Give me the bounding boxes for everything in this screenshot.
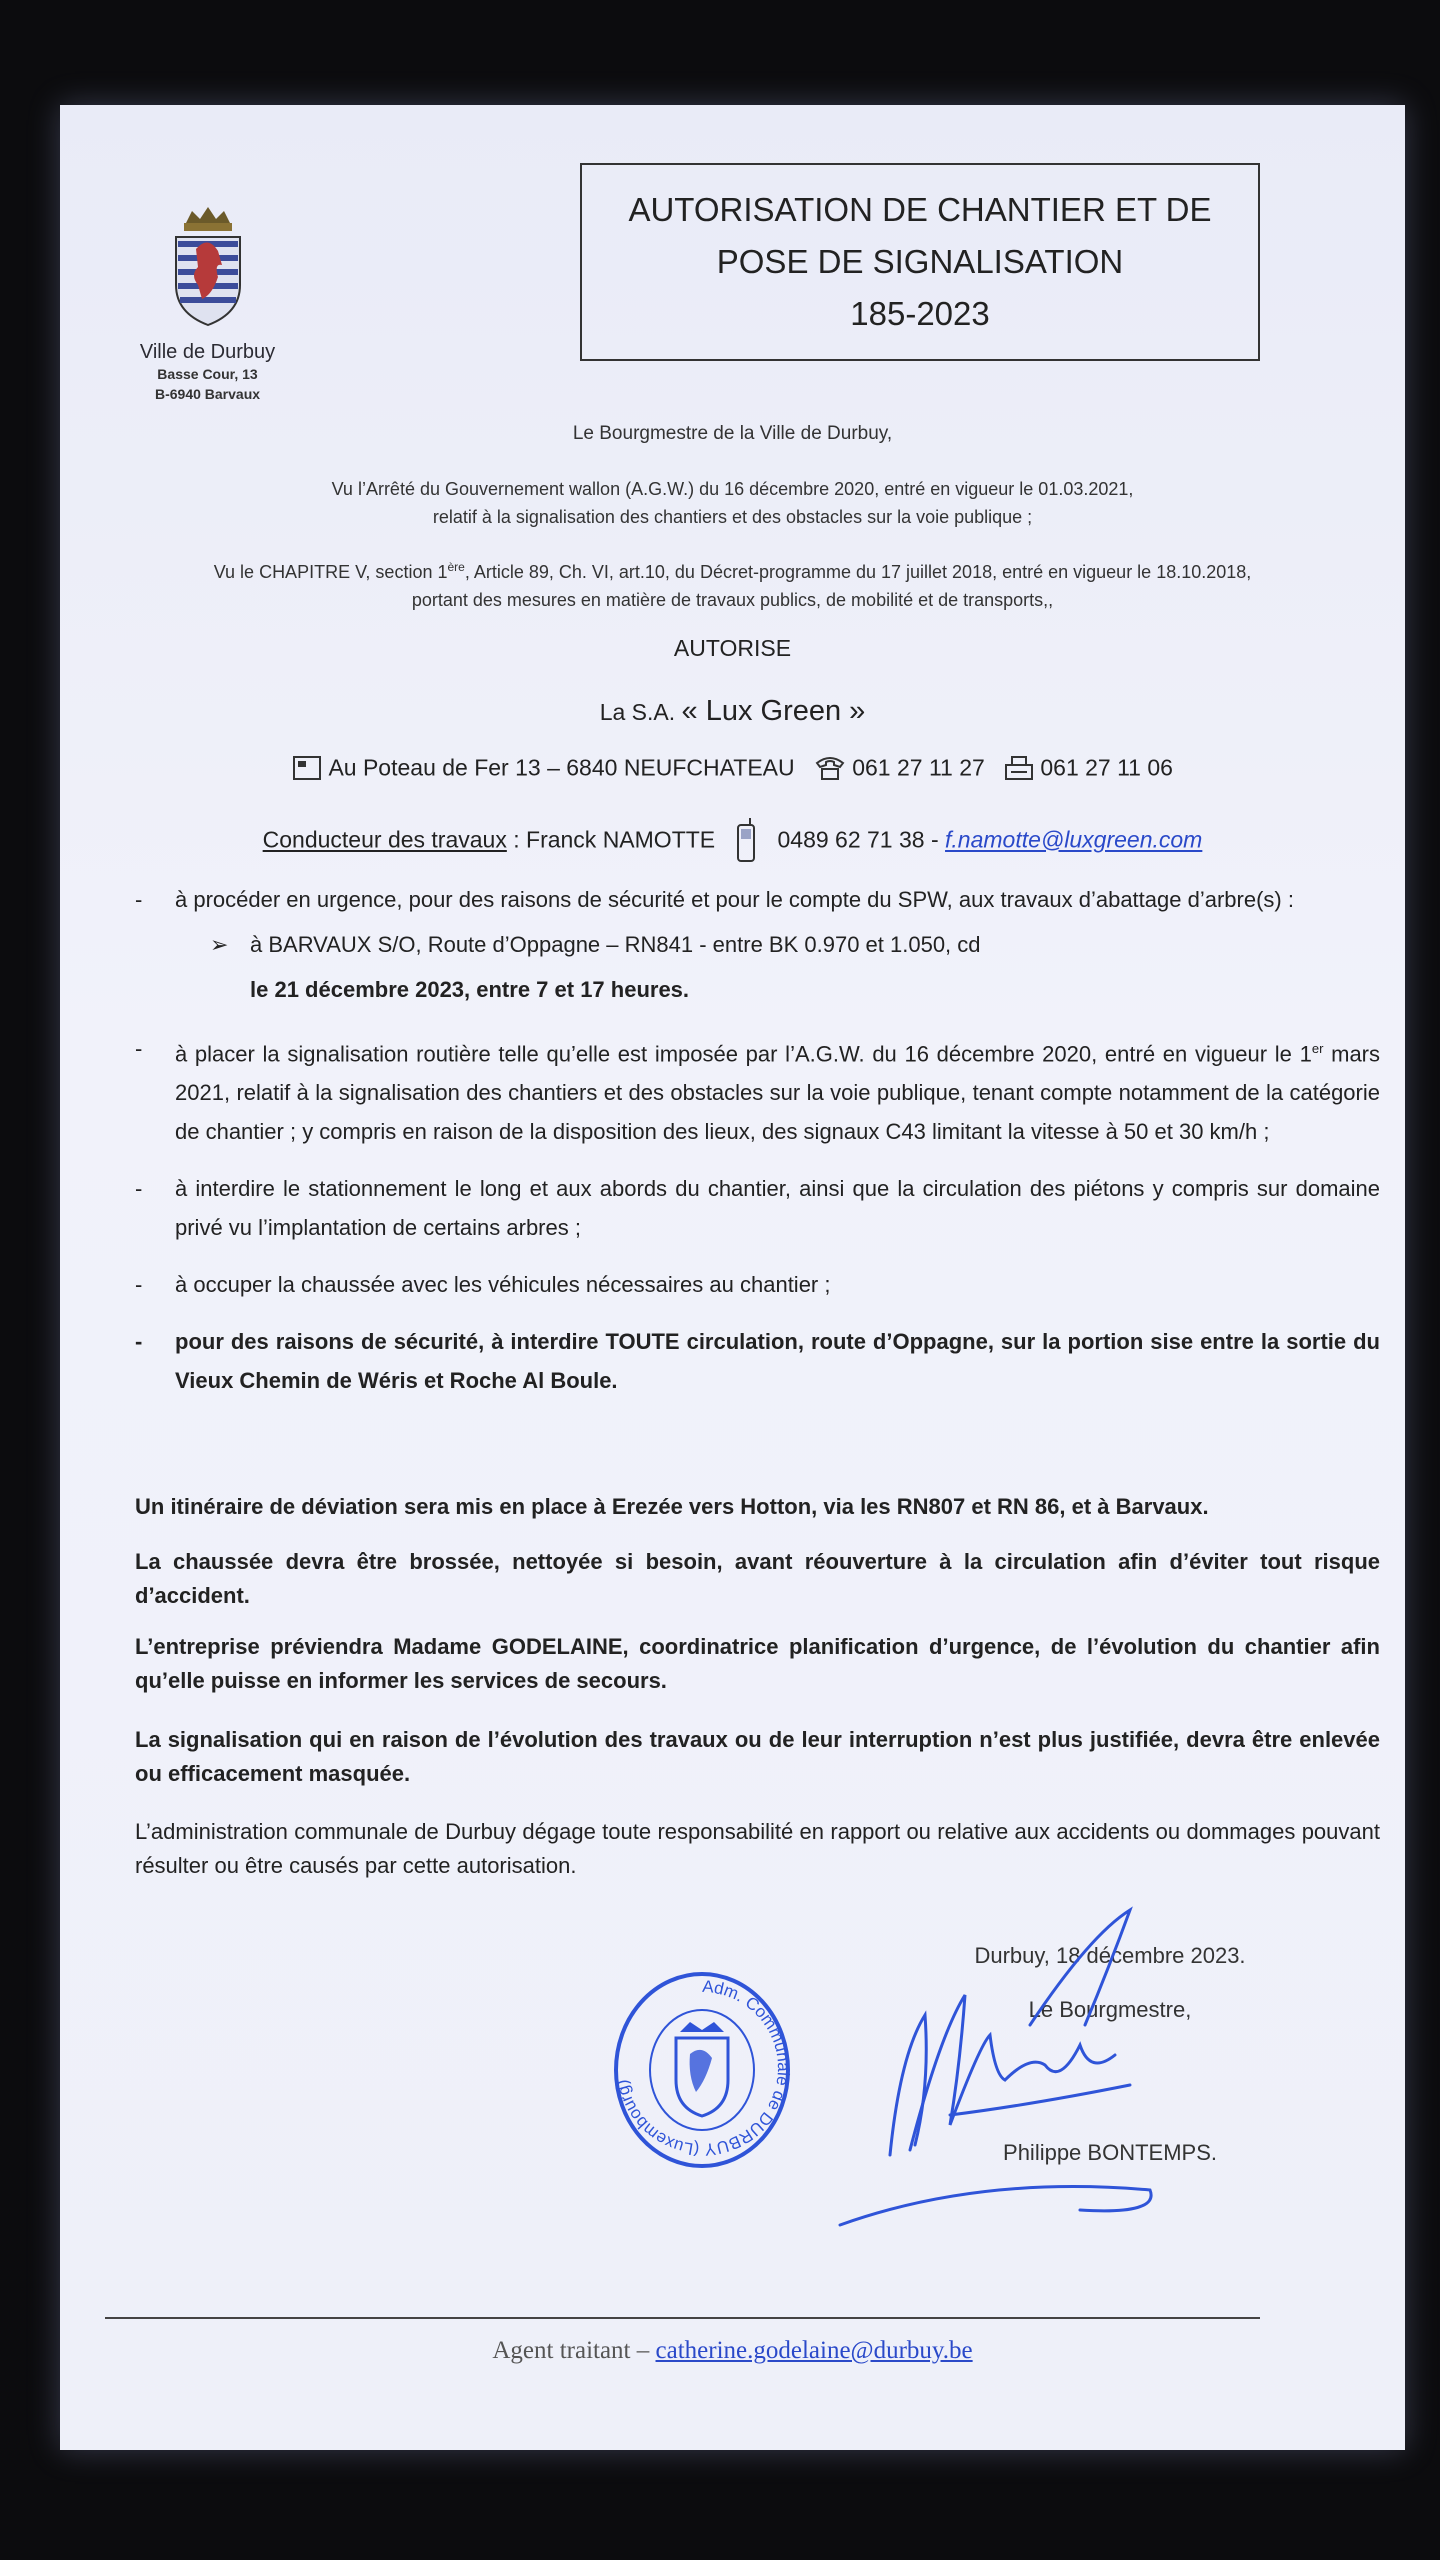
bullet-text-2-pre: à placer la signalisation routière telle qu’elle est imposée par l’A.G.W. du 16 décembre 2020, entré en vigueur le 1: [175, 1041, 1312, 1067]
conductor-label: Conducteur des travaux: [262, 826, 507, 853]
consideration-agw-line-2: relatif à la signalisation des chantiers et des obstacles sur la voie publique ;: [432, 507, 1033, 527]
decree-sup: ère: [447, 560, 465, 574]
list-item: [135, 1169, 1380, 1247]
bullet-text-4: à occuper la chaussée avec les véhicules nécessaires au chantier ;: [175, 1272, 831, 1298]
signature-name: Philippe BONTEMPS.: [1003, 2140, 1217, 2165]
conductor-row: [60, 817, 1405, 863]
consideration-agw: [60, 475, 1405, 531]
list-item: [135, 1265, 1380, 1304]
conductor-email-link[interactable]: f.namotte@luxgreen.com: [945, 826, 1203, 853]
decree-post: , Article 89, Ch. VI, art.10, du Décret-programme du 17 juillet 2018, entré en vigueur le 18.10.2018,: [464, 562, 1252, 582]
company-phone[interactable]: 061 27 11 27: [852, 754, 985, 781]
bullet-dash: -: [135, 1036, 143, 1061]
municipal-stamp: [610, 1970, 795, 2170]
work-date: le 21 décembre 2023, entre 7 et 17 heures.: [250, 977, 690, 1002]
footer-divider: [105, 2317, 1260, 2319]
signature-role: Le Bourgmestre,: [1028, 1997, 1192, 2022]
consideration-decree-line-1: [60, 553, 1405, 586]
title-number: 185-2023: [850, 295, 990, 332]
stamp-text: Adm. Communale de DURBUY (Luxembourg): [611, 1976, 794, 2160]
decree-pre: Vu le CHAPITRE V, section 1: [213, 562, 448, 582]
conductor-name: : Franck NAMOTTE: [506, 826, 716, 853]
paragraph-liability: L’administration communale de Durbuy dégage toute responsabilité en rapport ou relative aux accidents ou dommages pouvant résulter ou être causés par cette autorisation.: [135, 1819, 1380, 1878]
consideration-decree-line-2: portant des mesures en matière de travaux publics, de mobilité et de transports,,: [411, 590, 1054, 610]
coat-of-arms-icon: [168, 205, 248, 330]
list-item: [135, 1322, 1380, 1400]
phone-icon: [814, 755, 846, 781]
signature-place-date: Durbuy, 18 décembre 2023.: [974, 1943, 1246, 1968]
company-prefix: La S.A.: [599, 699, 682, 725]
intro-line: Le Bourgmestre de la Ville de Durbuy,: [572, 423, 893, 444]
bullet-text-3: à interdire le stationnement le long et aux abords du chantier, ainsi que la circulation des piétons y compris sur domaine privé vu l’implantation de certains arbres ;: [175, 1176, 1380, 1241]
footer: [60, 2337, 1405, 2365]
company-name: « Lux Green »: [681, 695, 866, 727]
company-address: Au Poteau de Fer 13 – 6840 NEUFCHATEAU: [328, 754, 795, 781]
company-line: [60, 695, 1405, 728]
list-subitem: [135, 925, 1380, 964]
title-line-1: AUTORISATION DE CHANTIER ET DE: [628, 191, 1212, 228]
paragraph-notify: L’entreprise préviendra Madame GODELAINE, coordinatrice planification d’urgence, de l’évolution du chantier afin qu’elle puisse en informer les services de secours.: [135, 1634, 1380, 1693]
title-box: [580, 163, 1260, 361]
bullet-text-2-sup: er: [1311, 1041, 1324, 1056]
bullet-text-1: à procéder en urgence, pour des raisons de sécurité et pour le compte du SPW, aux travaux d’abattage d’arbre(s) :: [175, 887, 1294, 912]
bullet-dash: -: [135, 1272, 143, 1298]
bullet-text-2-post: mars 2021, relatif à la signalisation des chantiers et des obstacles sur la voie publique, tenant compte notamment de la catégorie de chantier ; y compris en raison de la disposition des lieux, des signaux C43 limitant la vitesse à 50 et 30 km/h ;: [175, 1041, 1381, 1145]
arrow-bullet-icon: ➢: [210, 932, 229, 957]
org-city: B-6940 Barvaux: [154, 386, 261, 402]
conductor-separator: -: [924, 826, 946, 853]
document-page: [60, 105, 1405, 2450]
company-contact-row: [60, 753, 1405, 781]
footer-email-link[interactable]: catherine.godelaine@durbuy.be: [655, 2337, 973, 2364]
handwritten-signature: [830, 1905, 1230, 2235]
org-street: Basse Cour, 13: [157, 366, 258, 382]
conductor-mobile[interactable]: 0489 62 71 38: [777, 826, 925, 853]
bullet-dash: -: [135, 887, 143, 912]
consideration-decree: [60, 553, 1405, 614]
list-item: [135, 880, 1380, 919]
title-line-2: POSE DE SIGNALISATION: [716, 243, 1124, 280]
mobile-phone-icon: [734, 817, 758, 863]
list-item: [135, 1029, 1380, 1151]
paragraph-signage: La signalisation qui en raison de l’évolution des travaux ou de leur interruption n’est plus justifiée, devra être enlevée ou efficacement masquée.: [135, 1727, 1380, 1786]
footer-label: Agent traitant –: [492, 2337, 656, 2364]
paragraph-detour: Un itinéraire de déviation sera mis en place à Erezée vers Hotton, via les RN807 et RN 86, et à Barvaux.: [135, 1494, 1209, 1519]
bullet-dash: -: [135, 1329, 143, 1355]
org-name: Ville de Durbuy: [139, 341, 276, 363]
company-fax: 061 27 11 06: [1040, 754, 1173, 781]
bullet-dash: -: [135, 1176, 143, 1202]
authorise-heading: AUTORISE: [673, 635, 792, 661]
bullet-text-5: pour des raisons de sécurité, à interdire TOUTE circulation, route d’Oppagne, sur la portion sise entre la sortie du Vieux Chemin de Wéris et Roche Al Boule.: [175, 1329, 1380, 1394]
org-header: [115, 205, 300, 404]
paragraph-cleaning: La chaussée devra être brossée, nettoyée si besoin, avant réouverture à la circulation afin d’éviter tout risque d’accident.: [135, 1549, 1380, 1608]
authorisation-list: [135, 880, 1380, 1400]
consideration-agw-line-1: Vu l’Arrêté du Gouvernement wallon (A.G.W.) du 16 décembre 2020, entré en vigueur le 01.03.2021,: [331, 479, 1134, 499]
mail-icon: [292, 755, 322, 781]
fax-icon: [1004, 755, 1034, 781]
bullet-sub-text: à BARVAUX S/O, Route d’Oppagne – RN841 - entre BK 0.970 et 1.050, cd: [250, 932, 981, 957]
